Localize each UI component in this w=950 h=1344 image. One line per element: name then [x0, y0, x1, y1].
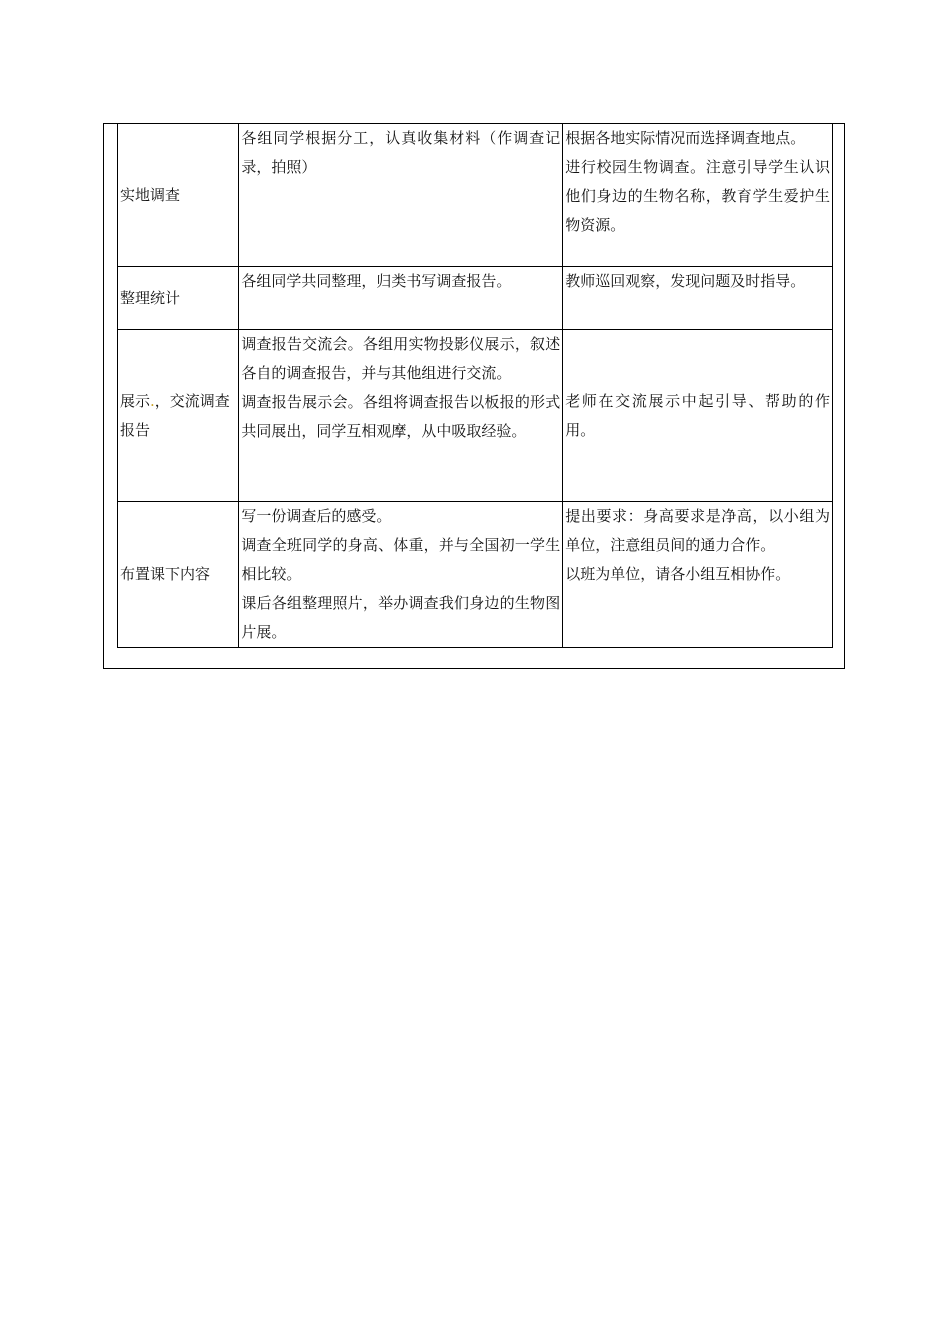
stage-cell: [118, 267, 239, 330]
teacher-activity-cell: [563, 502, 833, 648]
student-activity-cell: [239, 330, 563, 502]
stage-cell: [118, 502, 239, 648]
stage-label: 实地调查: [120, 185, 181, 204]
student-activity: 各组同学根据分工，认真收集材料（作调查记录，拍照）: [241, 129, 561, 176]
student-activity: 课后各组整理照片，举办调查我们身边的生物图片展。: [241, 594, 561, 641]
table-row: [118, 330, 833, 502]
teacher-activity: 提出要求：身高要求是净高，以小组为单位，注意组员间的通力合作。: [565, 507, 830, 554]
table-row: [118, 267, 833, 330]
stage-cell: [118, 124, 239, 267]
student-activity: 各组同学共同整理，归类书写调查报告。: [241, 272, 512, 290]
teacher-activity: 根据各地实际情况而选择调查地点。: [565, 129, 806, 147]
stage-cell: [118, 330, 239, 502]
student-activity: 写一份调查后的感受。: [241, 507, 392, 525]
student-activity-cell: [239, 502, 563, 648]
teacher-activity-cell: [563, 267, 833, 330]
teacher-activity: 以班为单位，请各小组互相协作。: [565, 565, 791, 583]
student-activity: 调查全班同学的身高、体重，并与全国初一学生相比较。: [241, 536, 561, 583]
stage-label-part: 展示: [120, 391, 151, 410]
stage-label-part: ，交流调查报告: [120, 391, 230, 439]
teacher-activity: 老师在交流展示中起引导、帮助的作用。: [565, 391, 830, 439]
student-activity-cell: [239, 267, 563, 330]
teacher-activity-cell: [563, 124, 833, 267]
teacher-activity-cell: [563, 330, 833, 502]
teacher-activity: 教师巡回观察，发现问题及时指导。: [565, 272, 806, 290]
teacher-activity: 进行校园生物调查。注意引导学生认识他们身边的生物名称，教育学生爱护生物资源。: [565, 158, 830, 234]
student-activity: 调查报告展示会。各组将调查报告以板报的形式共同展出，同学互相观摩，从中吸取经验。: [241, 393, 561, 440]
lesson-plan-table: [117, 123, 833, 648]
stray-mark: .: [150, 391, 155, 410]
table-row: [118, 502, 833, 648]
stage-label: 布置课下内容: [120, 565, 211, 583]
table-row: [118, 124, 833, 267]
student-activity: 调查报告交流会。各组用实物投影仪展示，叙述各自的调查报告，并与其他组进行交流。: [241, 335, 561, 382]
stage-label: 整理统计: [120, 288, 181, 307]
student-activity-cell: [239, 124, 563, 267]
